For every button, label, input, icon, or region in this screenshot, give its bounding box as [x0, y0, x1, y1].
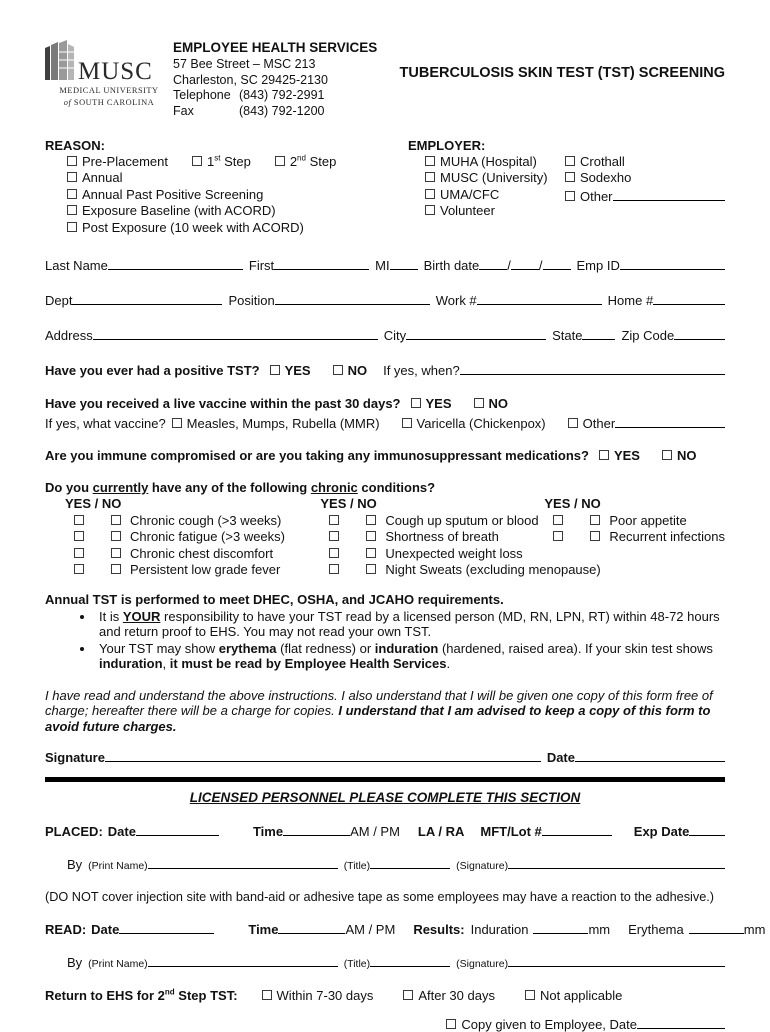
- read-by-row: [45, 953, 725, 970]
- address-row: [45, 326, 725, 343]
- form-header: [45, 40, 725, 119]
- uma-cfc-label: UMA/CFC: [440, 186, 500, 202]
- musc-logo: [45, 40, 173, 119]
- licensed-section-title: LICENSED PERSONNEL PLEASE COMPLETE THIS SECTION: [189, 790, 581, 806]
- first-name-field[interactable]: [274, 256, 369, 270]
- checkbox-1st-step[interactable]: [192, 156, 202, 166]
- checkbox-post-exposure[interactable]: [67, 222, 77, 232]
- crothall-label: Crothall: [580, 153, 625, 169]
- reason-employer-section: [45, 138, 725, 236]
- placed-signature-label: (Signature): [456, 860, 509, 873]
- birth-day-field[interactable]: [511, 256, 539, 270]
- positive-tst-yes-label: YES: [284, 362, 311, 378]
- employer-heading: EMPLOYER:: [408, 138, 486, 154]
- department-block: [173, 40, 385, 119]
- placed-time-label: Time: [252, 824, 284, 840]
- positive-tst-question-row: [45, 361, 725, 378]
- address-line-2: Charleston, SC 29425-2130: [173, 72, 328, 87]
- birth-date-label: Birth date: [423, 257, 480, 273]
- name-row: [45, 256, 725, 273]
- placed-print-name-label: (Print Name): [88, 860, 148, 873]
- city-field[interactable]: [406, 326, 546, 340]
- checkbox-immune-no[interactable]: [662, 450, 672, 460]
- chronic-cough-label: Chronic cough (>3 weeks): [130, 512, 282, 528]
- placed-signature-field[interactable]: [508, 855, 725, 869]
- erythema-label: Erythema: [628, 922, 684, 938]
- mmr-label: Measles, Mumps, Rubella (MMR): [186, 415, 380, 431]
- reason-section: [45, 138, 408, 236]
- logo-subtitle-2: of SOUTH CAROLINA: [63, 98, 155, 107]
- erythema-mm-label: mm: [743, 922, 766, 938]
- placed-date-label: Date: [107, 824, 136, 840]
- checkbox-annual-past-positive[interactable]: [67, 189, 77, 199]
- return-label: Return to EHS for 2nd Step TST:: [45, 988, 238, 1004]
- checkbox-exposure-baseline[interactable]: [67, 205, 77, 215]
- reason-heading: REASON:: [45, 138, 105, 154]
- pre-placement-label: Pre-Placement: [82, 153, 168, 169]
- post-exposure-label: Post Exposure (10 week with ACORD): [82, 219, 304, 235]
- checkbox-varicella[interactable]: [402, 418, 412, 428]
- first-step-label: 1st Step: [206, 153, 251, 169]
- instructions-list: [45, 609, 725, 672]
- yes-no-header-3: YES / NO: [544, 495, 601, 511]
- read-by-label: By: [67, 955, 83, 971]
- instruction-bullet-2: • Your TST may show erythema (flat redness) or induration (hardened, raised area). If your skin test shows induration, it must be read by Employee Health Services.: [95, 641, 725, 672]
- home-phone-field[interactable]: [653, 291, 725, 305]
- live-vaccine-no-label: NO: [488, 395, 509, 411]
- department-name: EMPLOYEE HEALTH SERVICES: [173, 40, 378, 55]
- checkbox-2nd-step[interactable]: [275, 156, 285, 166]
- read-label: READ:: [45, 922, 87, 938]
- lara-label: LA / RA: [417, 824, 465, 840]
- after-30-label: After 30 days: [418, 988, 495, 1004]
- immune-yes-label: YES: [613, 447, 640, 463]
- read-signature-label: (Signature): [456, 958, 509, 971]
- musc-label: MUSC (University): [440, 170, 548, 186]
- dept-field[interactable]: [72, 291, 222, 305]
- date-slash-2: /: [538, 257, 543, 273]
- birth-year-field[interactable]: [543, 256, 571, 270]
- second-step-label: 2nd Step: [289, 153, 337, 169]
- induration-mm-label: mm: [588, 922, 611, 938]
- fax-line: Fax (843) 792-1200: [173, 103, 325, 118]
- position-label: Position: [228, 292, 275, 308]
- checkbox-fever-yes[interactable]: [74, 564, 84, 574]
- address-field[interactable]: [93, 326, 378, 340]
- checkbox-uma-cfc[interactable]: [425, 189, 435, 199]
- if-yes-when-label: If yes, when?: [383, 362, 460, 378]
- last-name-label: Last Name: [45, 257, 108, 273]
- checkbox-vaccine-other[interactable]: [568, 418, 578, 428]
- acknowledgement-paragraph: I have read and understand the above instructions. I also understand that I will be given one copy of this form free of charge; hereafter there will be a charge for copies. I understand that I am advised to keep a copy of this form to avoid future charges.: [45, 687, 713, 734]
- checkbox-appetite-no[interactable]: [590, 515, 600, 525]
- signature-row: [45, 748, 725, 765]
- checkbox-chest-yes[interactable]: [74, 548, 84, 558]
- volunteer-label: Volunteer: [440, 203, 495, 219]
- shortness-breath-label: Shortness of breath: [385, 529, 499, 545]
- read-date-label: Date: [91, 922, 120, 938]
- vaccine-other-field[interactable]: [615, 414, 725, 428]
- last-name-field[interactable]: [108, 256, 243, 270]
- weight-loss-label: Unexpected weight loss: [385, 545, 523, 561]
- exposure-baseline-label: Exposure Baseline (with ACORD): [82, 203, 276, 219]
- read-ampm-label: AM / PM: [345, 922, 396, 938]
- checkbox-cough-no[interactable]: [111, 515, 121, 525]
- checkbox-breath-yes[interactable]: [329, 531, 339, 541]
- sodexho-label: Sodexho: [580, 170, 632, 186]
- read-print-name-label: (Print Name): [88, 958, 148, 971]
- checkbox-positive-tst-no[interactable]: [333, 365, 343, 375]
- checkbox-after-30[interactable]: [403, 990, 413, 1000]
- checkbox-crothall[interactable]: [565, 156, 575, 166]
- recurrent-infections-label: Recurrent infections: [609, 529, 725, 545]
- checkbox-annual[interactable]: [67, 172, 77, 182]
- checkbox-fatigue-yes[interactable]: [74, 531, 84, 541]
- emp-id-field[interactable]: [620, 256, 725, 270]
- checkbox-cough-yes[interactable]: [74, 515, 84, 525]
- positive-tst-no-label: NO: [347, 362, 368, 378]
- not-applicable-label: Not applicable: [539, 988, 623, 1004]
- annual-tst-heading: Annual TST is performed to meet DHEC, OSHA, and JCAHO requirements.: [45, 591, 504, 607]
- checkbox-musc[interactable]: [425, 172, 435, 182]
- copy-given-row: [45, 1015, 725, 1032]
- checkbox-sputum-no[interactable]: [366, 515, 376, 525]
- date-slash-1: /: [507, 257, 511, 273]
- dept-label: Dept: [45, 292, 73, 308]
- placed-print-name-field[interactable]: [148, 855, 338, 869]
- zip-label: Zip Code: [621, 327, 675, 343]
- read-title-label: (Title): [343, 958, 371, 971]
- placed-row: [45, 822, 725, 839]
- checkbox-sputum-yes[interactable]: [329, 515, 339, 525]
- checkbox-employer-other[interactable]: [565, 191, 575, 201]
- zip-field[interactable]: [674, 326, 725, 340]
- chronic-column-1: [45, 496, 300, 578]
- home-phone-label: Home #: [607, 292, 654, 308]
- checkbox-sweats-no[interactable]: [366, 564, 376, 574]
- induration-label: Induration: [470, 922, 529, 938]
- address-line-1: 57 Bee Street – MSC 213: [173, 56, 316, 71]
- phone-line: Telephone (843) 792-2991: [173, 88, 325, 103]
- injection-site-note: (DO NOT cover injection site with band-aid or adhesive tape as some employees may have a reaction to the adhesive.): [45, 890, 715, 905]
- muha-label: MUHA (Hospital): [440, 153, 537, 169]
- placed-title-label: (Title): [343, 860, 371, 873]
- placed-title-field[interactable]: [370, 855, 450, 869]
- signature-field[interactable]: [105, 748, 541, 762]
- what-vaccine-label: If yes, what vaccine?: [45, 415, 166, 431]
- checkbox-weight-no[interactable]: [366, 548, 376, 558]
- employer-other-field[interactable]: [613, 187, 725, 201]
- induration-field[interactable]: [533, 920, 588, 934]
- chronic-column-2: [300, 495, 601, 578]
- signature-label: Signature: [45, 750, 105, 766]
- checkbox-mmr[interactable]: [172, 418, 182, 428]
- checkbox-immune-yes[interactable]: [599, 450, 609, 460]
- live-vaccine-question-row: [45, 396, 725, 411]
- placed-label: PLACED:: [45, 824, 103, 840]
- sputum-blood-label: Cough up sputum or blood: [385, 512, 539, 528]
- positive-tst-when-field[interactable]: [460, 361, 725, 375]
- musc-building-icon: [45, 40, 75, 83]
- checkbox-fatigue-no[interactable]: [111, 531, 121, 541]
- vaccine-type-row: [45, 414, 725, 431]
- checkbox-infections-no[interactable]: [590, 531, 600, 541]
- work-phone-field[interactable]: [477, 291, 602, 305]
- address-label: Address: [45, 327, 93, 343]
- copy-given-label: Copy given to Employee, Date: [461, 1017, 637, 1032]
- checkbox-weight-yes[interactable]: [329, 548, 339, 558]
- checkbox-infections-yes[interactable]: [553, 531, 563, 541]
- checkbox-muha[interactable]: [425, 156, 435, 166]
- checkbox-positive-tst-yes[interactable]: [270, 365, 280, 375]
- employer-section: [408, 138, 725, 236]
- copy-given-date-field[interactable]: [637, 1015, 725, 1029]
- checkbox-pre-placement[interactable]: [67, 156, 77, 166]
- emp-id-label: Emp ID: [576, 257, 620, 273]
- read-signature-field[interactable]: [508, 953, 725, 967]
- form-title: TUBERCULOSIS SKIN TEST (TST) SCREENING: [399, 65, 725, 81]
- state-label: State: [552, 327, 583, 343]
- chest-discomfort-label: Chronic chest discomfort: [130, 545, 274, 561]
- placed-ampm-label: AM / PM: [350, 824, 400, 840]
- signature-date-label: Date: [546, 750, 575, 766]
- annual-past-positive-label: Annual Past Positive Screening: [82, 186, 264, 202]
- checkbox-volunteer[interactable]: [425, 205, 435, 215]
- checkbox-appetite-yes[interactable]: [553, 515, 563, 525]
- state-field[interactable]: [582, 326, 615, 340]
- read-time-label: Time: [248, 922, 279, 938]
- mft-lot-field[interactable]: [542, 822, 612, 836]
- positive-tst-question: Have you ever had a positive TST?: [45, 362, 260, 378]
- employer-other-label: Other: [580, 188, 613, 204]
- poor-appetite-label: Poor appetite: [609, 512, 687, 528]
- placed-date-field[interactable]: [136, 822, 219, 836]
- night-sweats-label: Night Sweats (excluding menopause): [385, 562, 601, 578]
- checkbox-not-applicable[interactable]: [525, 990, 535, 1000]
- signature-date-field[interactable]: [575, 748, 725, 762]
- read-time-field[interactable]: [278, 920, 345, 934]
- logo-subtitle-1: MEDICAL UNIVERSITY: [59, 86, 159, 95]
- placed-by-label: By: [67, 857, 83, 873]
- yes-no-header-1: YES / NO: [65, 495, 122, 511]
- immune-question-row: [45, 448, 725, 463]
- results-label: Results:: [413, 922, 465, 938]
- exp-date-label: Exp Date: [633, 824, 690, 840]
- immune-no-label: NO: [676, 447, 697, 463]
- erythema-field[interactable]: [689, 920, 744, 934]
- checkbox-live-vaccine-no[interactable]: [474, 398, 484, 408]
- chronic-fatigue-label: Chronic fatigue (>3 weeks): [130, 529, 285, 545]
- birth-month-field[interactable]: [479, 256, 507, 270]
- varicella-label: Varicella (Chickenpox): [416, 415, 546, 431]
- section-divider: [45, 777, 725, 782]
- chronic-question: Do you currently have any of the following chronic conditions?: [45, 479, 436, 495]
- live-vaccine-question: Have you received a live vaccine within the past 30 days?: [45, 395, 401, 411]
- return-row: [45, 988, 725, 1003]
- checkbox-live-vaccine-yes[interactable]: [411, 398, 421, 408]
- read-row: [45, 920, 766, 938]
- checkbox-copy-given[interactable]: [446, 1019, 456, 1029]
- mi-label: MI: [375, 257, 390, 273]
- placed-time-field[interactable]: [283, 822, 350, 836]
- exp-date-field[interactable]: [689, 822, 725, 836]
- annual-label: Annual: [82, 170, 123, 186]
- live-vaccine-yes-label: YES: [425, 395, 452, 411]
- instruction-bullet-1: • It is YOUR responsibility to have your TST read by a licensed person (MD, RN, LPN, RT) within 48-72 hours and return proof to EHS. You may not read your own TST.: [95, 609, 725, 640]
- immune-question: Are you immune compromised or are you taking any immunosuppressant medications?: [45, 447, 589, 463]
- mi-field[interactable]: [390, 256, 418, 270]
- within-7-30-label: Within 7-30 days: [276, 988, 374, 1004]
- yes-no-header-2: YES / NO: [320, 495, 377, 511]
- read-print-name-field[interactable]: [148, 953, 338, 967]
- checkbox-sodexho[interactable]: [565, 172, 575, 182]
- work-phone-label: Work #: [435, 292, 477, 308]
- read-title-field[interactable]: [370, 953, 450, 967]
- checkbox-within-7-30[interactable]: [262, 990, 272, 1000]
- checkbox-chest-no[interactable]: [111, 548, 121, 558]
- low-grade-fever-label: Persistent low grade fever: [130, 562, 281, 578]
- mft-lot-label: MFT/Lot #: [480, 824, 542, 840]
- city-label: City: [383, 327, 407, 343]
- checkbox-fever-no[interactable]: [111, 564, 121, 574]
- vaccine-other-label: Other: [582, 415, 616, 431]
- logo-acronym: MUSC: [78, 57, 153, 85]
- chronic-conditions-grid: [45, 496, 725, 578]
- checkbox-breath-no[interactable]: [366, 531, 376, 541]
- placed-by-row: [45, 855, 725, 872]
- checkbox-sweats-yes[interactable]: [329, 564, 339, 574]
- read-date-field[interactable]: [119, 920, 214, 934]
- first-name-label: First: [248, 257, 275, 273]
- position-field[interactable]: [275, 291, 430, 305]
- chronic-column-3: [524, 496, 725, 578]
- dept-row: [45, 291, 725, 308]
